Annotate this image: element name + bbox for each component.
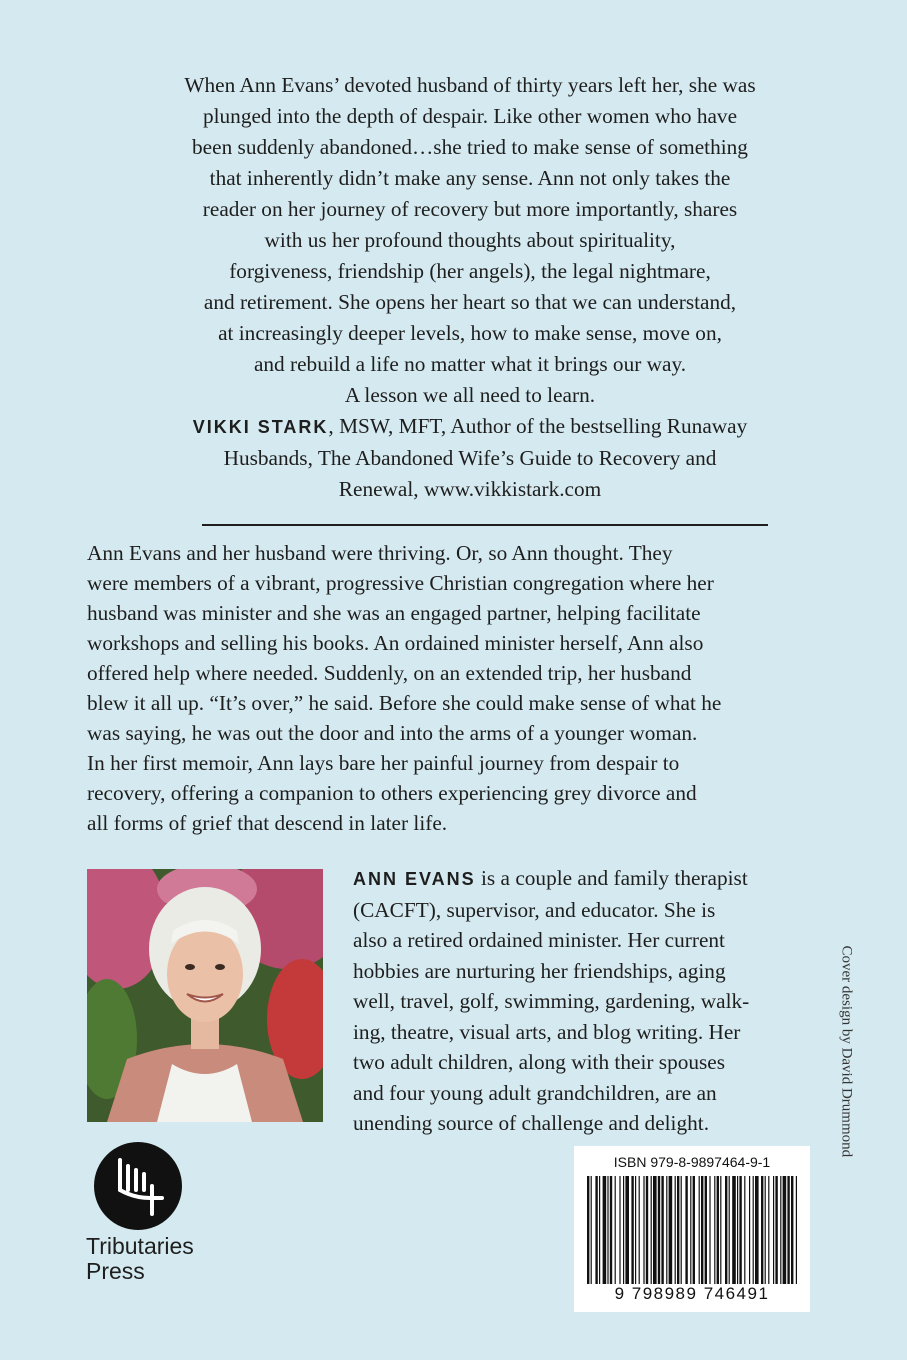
- barcode-bar: [595, 1176, 597, 1284]
- synopsis-line: all forms of grief that descend in later life.: [87, 811, 448, 835]
- section-divider: [202, 524, 768, 526]
- barcode-bars: [587, 1176, 797, 1284]
- barcode-bar: [653, 1176, 657, 1284]
- barcode-bar: [623, 1176, 624, 1284]
- author-photo: [87, 869, 323, 1122]
- synopsis-line: In her first memoir, Ann lays bare her painful journey from despair to: [87, 751, 680, 775]
- barcode-bar: [796, 1176, 797, 1284]
- book-synopsis: [87, 538, 820, 838]
- attribution-name: VIKKI STARK: [192, 417, 329, 437]
- blurb-line: When Ann Evans’ devoted husband of thirty years left her, she was: [184, 73, 756, 97]
- barcode-bar: [739, 1176, 741, 1284]
- barcode-bar: [661, 1176, 663, 1284]
- barcode-bar: [607, 1176, 608, 1284]
- barcode-bar: [693, 1176, 695, 1284]
- barcode-bar: [685, 1176, 687, 1284]
- barcode-bar: [619, 1176, 620, 1284]
- blurb-line: been suddenly abandoned…she tried to make sense of something: [192, 135, 748, 159]
- bio-line: unending source of challenge and delight.: [353, 1111, 710, 1135]
- barcode-bar: [773, 1176, 774, 1284]
- blurb-line: that inherently didn’t make any sense. Ann not only takes the: [209, 166, 731, 190]
- barcode-bar: [783, 1176, 787, 1284]
- barcode-bar: [725, 1176, 727, 1284]
- attribution-line: Husbands, The Abandoned Wife’s Guide to Recovery and: [223, 446, 717, 470]
- barcode-bar: [768, 1176, 769, 1284]
- barcode-bar: [591, 1176, 592, 1284]
- author-bio: [353, 863, 823, 1139]
- barcode-bar: [658, 1176, 660, 1284]
- synopsis-line: recovery, offering a companion to others experiencing grey divorce and: [87, 781, 697, 805]
- synopsis-line: workshops and selling his books. An ordained minister herself, Ann also: [87, 631, 704, 655]
- barcode-bar: [753, 1176, 754, 1284]
- synopsis-line: husband was minister and she was an engaged partner, helping facilitate: [87, 601, 701, 625]
- isbn-barcode: [574, 1146, 810, 1312]
- author-name: ANN EVANS: [353, 869, 476, 889]
- barcode-bar: [720, 1176, 721, 1284]
- blurb-line: at increasingly deeper levels, how to make sense, move on,: [218, 321, 722, 345]
- barcode-bar: [791, 1176, 793, 1284]
- blurb-attribution: [120, 411, 820, 443]
- barcode-bar: [681, 1176, 682, 1284]
- barcode-bar: [732, 1176, 736, 1284]
- barcode-bar: [787, 1176, 789, 1284]
- barcode-bar: [755, 1176, 759, 1284]
- barcode-bar: [615, 1176, 616, 1284]
- publisher-name: [86, 1234, 226, 1284]
- barcode-bar: [737, 1176, 738, 1284]
- barcode-bar: [705, 1176, 707, 1284]
- barcode-bar: [729, 1176, 730, 1284]
- attribution-line: Renewal, www.vikkistark.com: [338, 477, 602, 501]
- barcode-bar: [666, 1176, 667, 1284]
- barcode-number: 9 798989 746491: [614, 1284, 770, 1303]
- attribution-credentials: , MSW, MFT, Author of the bestselling Runaway: [328, 414, 748, 438]
- bio-line: also a retired ordained minister. Her current: [353, 928, 725, 952]
- barcode-bar: [599, 1176, 600, 1284]
- bio-line: two adult children, along with their spouses: [353, 1050, 726, 1074]
- bio-line: well, travel, golf, swimming, gardening, walk-: [353, 989, 750, 1013]
- barcode-bar: [765, 1176, 766, 1284]
- barcode-bar: [677, 1176, 679, 1284]
- bio-line: ing, theatre, visual arts, and blog writing. Her: [353, 1019, 741, 1044]
- barcode-bar: [675, 1176, 676, 1284]
- barcode-bar: [744, 1176, 745, 1284]
- barcode-bar: [635, 1176, 636, 1284]
- blurb-line: reader on her journey of recovery but more importantly, shares: [202, 197, 738, 221]
- barcode-bar: [631, 1176, 633, 1284]
- endorsement-blurb: [120, 70, 820, 505]
- barcode-bar: [699, 1176, 700, 1284]
- blurb-line: and retirement. She opens her heart so that we can understand,: [203, 290, 737, 314]
- blurb-line: A lesson we all need to learn.: [344, 383, 596, 407]
- barcode-bar: [603, 1176, 607, 1284]
- isbn-label: ISBN 979-8-9897464-9-1: [613, 1154, 771, 1170]
- barcode-bar: [749, 1176, 750, 1284]
- bio-line: and four young adult grandchildren, are an: [353, 1080, 717, 1105]
- barcode-bar: [651, 1176, 652, 1284]
- bio-line: [353, 863, 823, 895]
- barcode-bar: [701, 1176, 703, 1284]
- bio-line: hobbies are nurturing her friendships, aging: [353, 958, 726, 983]
- barcode-bar: [669, 1176, 673, 1284]
- publisher-name-line: Tributaries: [86, 1233, 194, 1259]
- cover-credit-text: Cover design by David Drummond: [838, 945, 855, 1158]
- barcode-bar: [761, 1176, 763, 1284]
- blurb-line: with us her profound thoughts about spirituality,: [264, 228, 676, 252]
- synopsis-line: Ann Evans and her husband were thriving. Or, so Ann thought. They: [87, 541, 673, 565]
- synopsis-line: offered help where needed. Suddenly, on an extended trip, her husband: [87, 661, 692, 685]
- bio-first-line: is a couple and family therapist: [475, 866, 748, 890]
- barcode-bar: [646, 1176, 648, 1284]
- synopsis-line: were members of a vibrant, progressive Christian congregation where her: [87, 571, 714, 595]
- barcode-bar: [587, 1176, 589, 1284]
- publisher-name-line: Press: [86, 1258, 145, 1284]
- barcode-bar: [690, 1176, 691, 1284]
- barcode-bar: [714, 1176, 715, 1284]
- tributaries-press-logo-icon: [94, 1142, 182, 1230]
- blurb-line: and rebuild a life no matter what it brings our way.: [253, 352, 687, 376]
- blurb-line: forgiveness, friendship (her angels), the legal nightmare,: [229, 259, 711, 283]
- barcode-bar: [610, 1176, 612, 1284]
- barcode-bar: [780, 1176, 781, 1284]
- barcode-bar: [775, 1176, 777, 1284]
- barcode-bar: [625, 1176, 629, 1284]
- synopsis-line: blew it all up. “It’s over,” he said. Before she could make sense of what he: [87, 691, 722, 715]
- bio-line: (CACFT), supervisor, and educator. She is: [353, 897, 716, 922]
- blurb-line: plunged into the depth of despair. Like other women who have: [202, 104, 738, 128]
- barcode-bar: [709, 1176, 710, 1284]
- barcode-bar: [643, 1176, 644, 1284]
- barcode-bar: [639, 1176, 640, 1284]
- barcode-bar: [717, 1176, 719, 1284]
- synopsis-line: was saying, he was out the door and into the arms of a younger woman.: [87, 721, 698, 745]
